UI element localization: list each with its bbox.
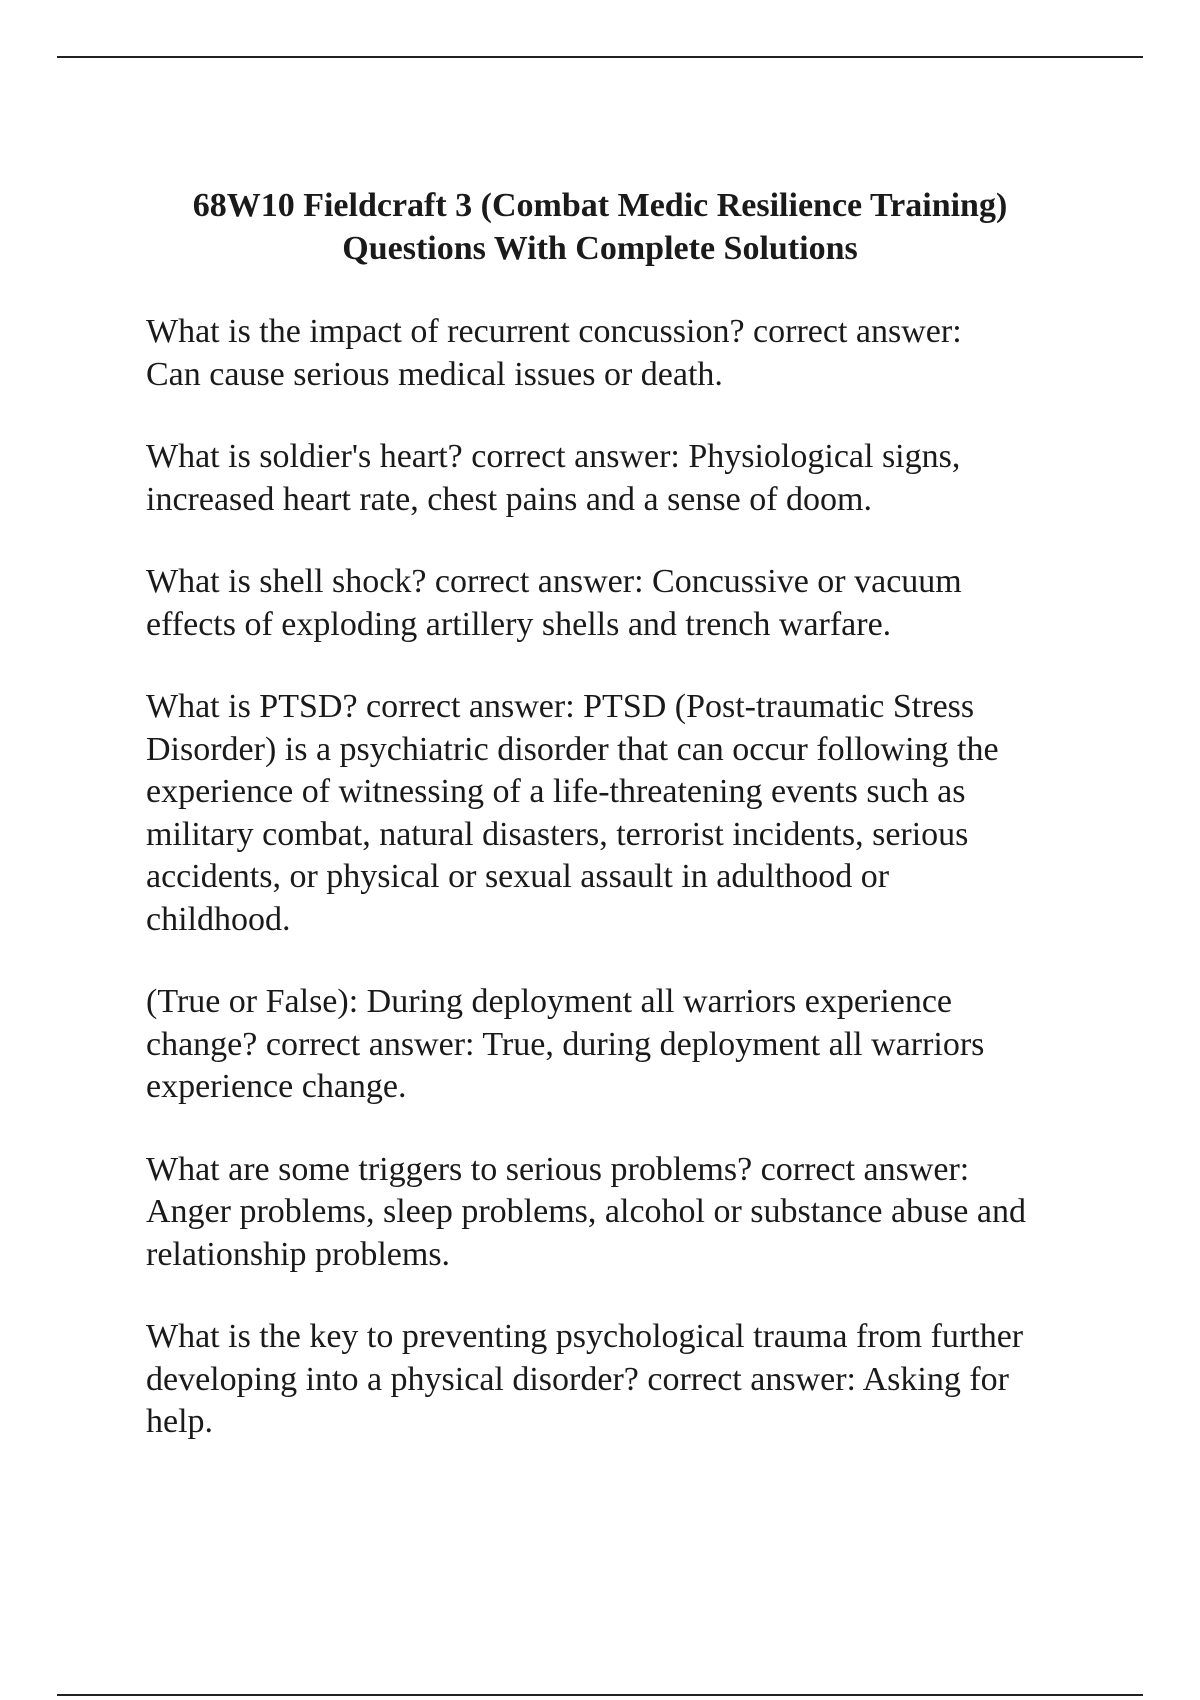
qa-item — [146, 686, 1106, 941]
qa-line: relationship problems. — [146, 1235, 451, 1273]
qa-line: help. — [146, 1403, 214, 1440]
qa-line: childhood. — [146, 900, 291, 938]
qa-line: What is soldier's heart? correct answer: Physiological signs, — [146, 438, 961, 475]
qa-line: Can cause serious medical issues or death. — [146, 355, 723, 393]
qa-item — [146, 561, 1106, 646]
qa-item — [146, 311, 1106, 396]
qa-line: What are some triggers to serious problems? correct answer: — [146, 1150, 970, 1188]
title-line: 68W10 Fieldcraft 3 (Combat Medic Resilience Training) — [192, 187, 1008, 224]
qa-item — [146, 436, 1106, 521]
qa-line: experience of witnessing of a life-threatening events such as — [146, 773, 966, 810]
qa-item — [146, 1316, 1106, 1444]
qa-line: What is the impact of recurrent concussion? correct answer: — [146, 313, 962, 350]
qa-item — [146, 1149, 1106, 1277]
qa-line: (True or False): During deployment all warriors experience — [146, 983, 953, 1020]
qa-line: What is shell shock? correct answer: Concussive or vacuum — [146, 563, 962, 600]
qa-line: accidents, or physical or sexual assault in adulthood or — [146, 858, 890, 895]
qa-line: experience change. — [146, 1068, 407, 1105]
footer-rule — [57, 1694, 1143, 1696]
qa-line: change? correct answer: True, during deployment all warriors — [146, 1025, 985, 1063]
qa-line: effects of exploding artillery shells and trench warfare. — [146, 605, 892, 643]
qa-line: developing into a physical disorder? correct answer: Asking for — [146, 1360, 1009, 1398]
qa-line: increased heart rate, chest pains and a sense of doom. — [146, 480, 872, 518]
qa-line: military combat, natural disasters, terrorist incidents, serious — [146, 815, 969, 853]
title-line: Questions With Complete Solutions — [342, 230, 858, 267]
qa-line: What is PTSD? correct answer: PTSD (Post-traumatic Stress — [146, 688, 975, 725]
qa-list — [146, 311, 1106, 1484]
qa-line: Disorder) is a psychiatric disorder that can occur following the — [146, 730, 999, 768]
header-rule — [57, 56, 1143, 58]
qa-line: What is the key to preventing psychological trauma from further — [146, 1318, 1024, 1355]
qa-line: Anger problems, sleep problems, alcohol or substance abuse and — [146, 1193, 1026, 1230]
document-title — [100, 184, 1100, 270]
qa-item — [146, 981, 1106, 1109]
